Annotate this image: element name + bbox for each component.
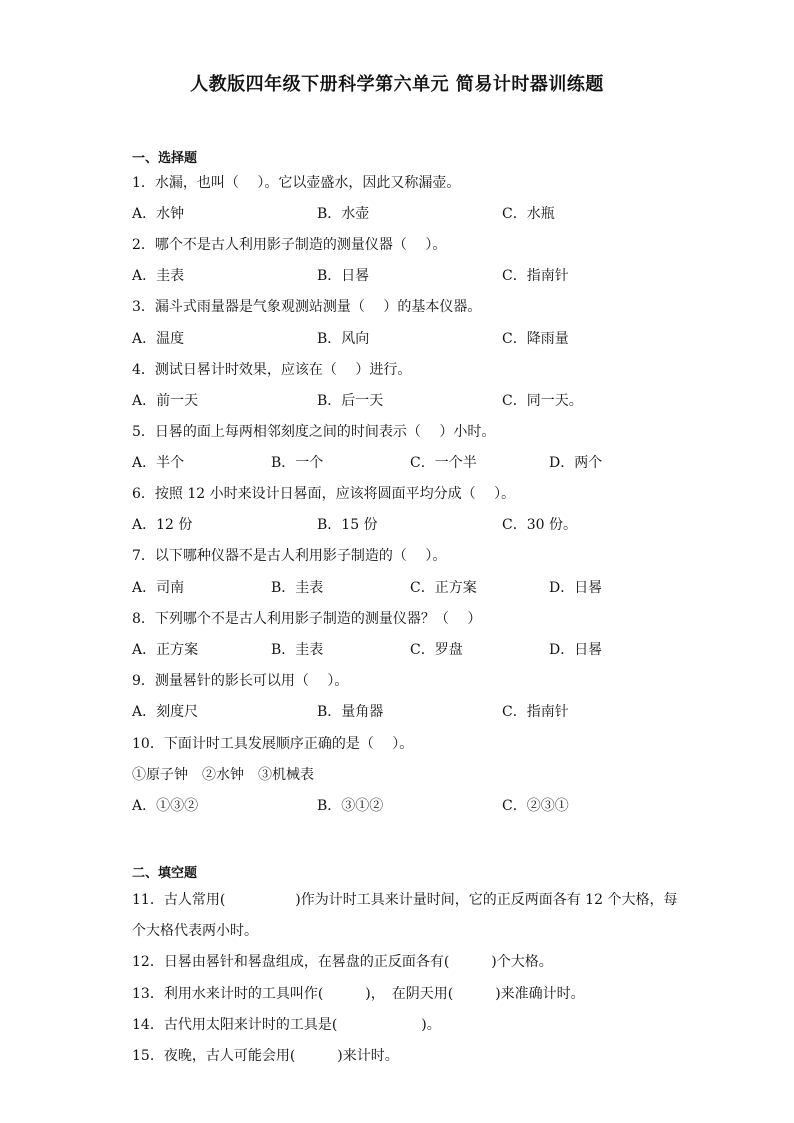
option-a: A．刻度尺 <box>132 704 199 720</box>
question-13: 13．利用水来计时的工具叫作( )， 在阴天用( )来准确计时。 <box>132 986 585 1002</box>
question-2: 2．哪个不是古人利用影子制造的测量仪器（ ）。 <box>132 237 447 253</box>
option-a: A．水钟 <box>132 206 185 222</box>
option-c: C．②③① <box>502 798 569 814</box>
option-b: B．圭表 <box>271 580 324 596</box>
options-10 <box>132 795 732 815</box>
option-b: B．后一天 <box>317 393 384 409</box>
option-a: A．圭表 <box>132 268 185 284</box>
options-4 <box>132 390 732 410</box>
option-b: B．一个 <box>271 455 324 471</box>
option-a: A．正方案 <box>132 642 199 658</box>
option-b: B．15 份 <box>317 517 378 533</box>
option-c: C．指南针 <box>502 268 569 284</box>
option-d: D．日晷 <box>549 580 603 596</box>
question-11-cont: 个大格代表两小时。 <box>132 923 258 939</box>
option-c: C．正方案 <box>410 580 477 596</box>
option-a: A．司南 <box>132 580 185 596</box>
options-5 <box>132 452 732 472</box>
option-a: A．半个 <box>132 455 185 471</box>
option-a: A．前一天 <box>132 393 199 409</box>
page-title: 人教版四年级下册科学第六单元 简易计时器训练题 <box>190 74 604 95</box>
question-10: 10．下面计时工具发展顺序正确的是（ ）。 <box>132 736 414 752</box>
options-8 <box>132 639 732 659</box>
question-6: 6．按照 12 小时来设计日晷面，应该将圆面平均分成（ ）。 <box>132 486 516 502</box>
option-c: C．指南针 <box>502 704 569 720</box>
question-3: 3．漏斗式雨量器是气象观测站测量（ ）的基本仪器。 <box>132 299 482 315</box>
option-c: C．30 份。 <box>502 517 577 533</box>
options-3 <box>132 328 732 348</box>
option-c: C．降雨量 <box>502 331 569 347</box>
question-10-items: ①原子钟 ②水钟 ③机械表 <box>132 767 314 783</box>
option-b: B．圭表 <box>271 642 324 658</box>
option-a: A．温度 <box>132 331 185 347</box>
options-2 <box>132 265 732 285</box>
question-12: 12．日晷由晷针和晷盘组成，在晷盘的正反面各有( )个大格。 <box>132 954 553 970</box>
option-c: C．水瓶 <box>502 206 555 222</box>
options-6 <box>132 514 732 534</box>
question-15: 15．夜晚，古人可能会用( )来计时。 <box>132 1048 399 1064</box>
question-5: 5．日晷的面上每两相邻刻度之间的时间表示（ ）小时。 <box>132 424 496 440</box>
option-b: B．量角器 <box>317 704 384 720</box>
question-9: 9．测量晷针的影长可以用（ ）。 <box>132 673 349 689</box>
option-c: C．罗盘 <box>410 642 463 658</box>
question-1: 1．水漏，也叫（ ）。它以壶盛水，因此又称漏壶。 <box>132 175 461 191</box>
option-a: A．12 份 <box>132 517 193 533</box>
option-b: B．③①② <box>317 798 384 814</box>
option-a: A．①③② <box>132 798 199 814</box>
question-14: 14．古代用太阳来计时的工具是( )。 <box>132 1017 441 1033</box>
question-8: 8．下列哪个不是古人利用影子制造的测量仪器？（ ） <box>132 611 482 627</box>
options-7 <box>132 577 732 597</box>
option-d: D．两个 <box>549 455 603 471</box>
options-9 <box>132 701 732 721</box>
question-7: 7．以下哪种仪器不是古人利用影子制造的（ ）。 <box>132 548 447 564</box>
question-4: 4．测试日晷计时效果，应该在（ ）进行。 <box>132 362 412 378</box>
option-b: B．水壶 <box>317 206 370 222</box>
option-b: B．风向 <box>317 331 370 347</box>
option-d: D．日晷 <box>549 642 603 658</box>
option-c: C．一个半 <box>410 455 477 471</box>
option-c: C．同一天。 <box>502 393 583 409</box>
section-heading-choice: 一、选择题 <box>132 151 198 166</box>
options-1 <box>132 203 732 223</box>
question-11: 11．古人常用( )作为计时工具来计量时间，它的正反两面各有 12 个大格，每 <box>132 892 678 908</box>
section-heading-fill: 二、填空题 <box>132 866 198 881</box>
option-b: B．日晷 <box>317 268 370 284</box>
